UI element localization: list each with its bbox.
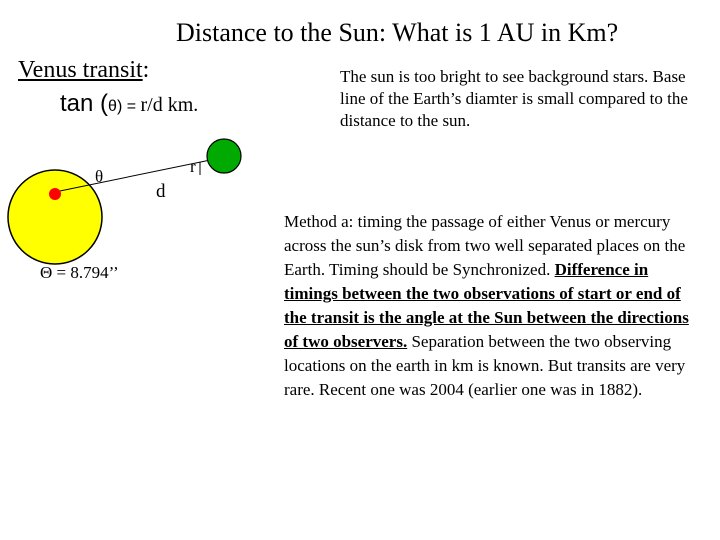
method-emphasis: Difference in timings between the two observations of start or end of the transit is the angle at the Sun between the directions of two observers. xyxy=(284,260,689,351)
tangent-formula xyxy=(60,90,198,118)
bright-sun-note: The sun is too bright to see background stars. Base line of the Earth’s diamter is small compared to the distance to the sun. xyxy=(340,67,688,130)
formula-mid: ) = xyxy=(116,98,141,115)
r-label: r xyxy=(190,157,196,176)
venus-dot xyxy=(49,188,61,200)
theta-value: Θ = 8.794’’ xyxy=(40,263,119,282)
sun-circle xyxy=(8,170,102,264)
venus-transit-label: Venus transit xyxy=(18,57,143,83)
d-label: d xyxy=(156,181,166,202)
formula-end: r/d km. xyxy=(140,94,199,116)
venus-transit-colon: : xyxy=(142,57,150,83)
page-title: Distance to the Sun: What is 1 AU in Km? xyxy=(176,18,619,47)
theta-label: θ xyxy=(95,167,104,186)
earth-circle xyxy=(207,139,241,173)
transit-diagram xyxy=(0,130,260,300)
venus-transit-heading xyxy=(18,57,149,84)
method-paragraph xyxy=(284,210,704,402)
method-outro: Separation between the two observing locations on the earth in km is known. But transits are very rare. Recent one was 2004 (earlier one was in 1882). xyxy=(284,332,686,399)
method-intro: Method a: timing the passage of either Venus or mercury across the sun’s disk from two well separated places on the Earth. Timing should be Synchronized. xyxy=(284,212,686,279)
formula-start: tan ( xyxy=(60,90,109,117)
formula-theta: θ xyxy=(108,98,117,115)
